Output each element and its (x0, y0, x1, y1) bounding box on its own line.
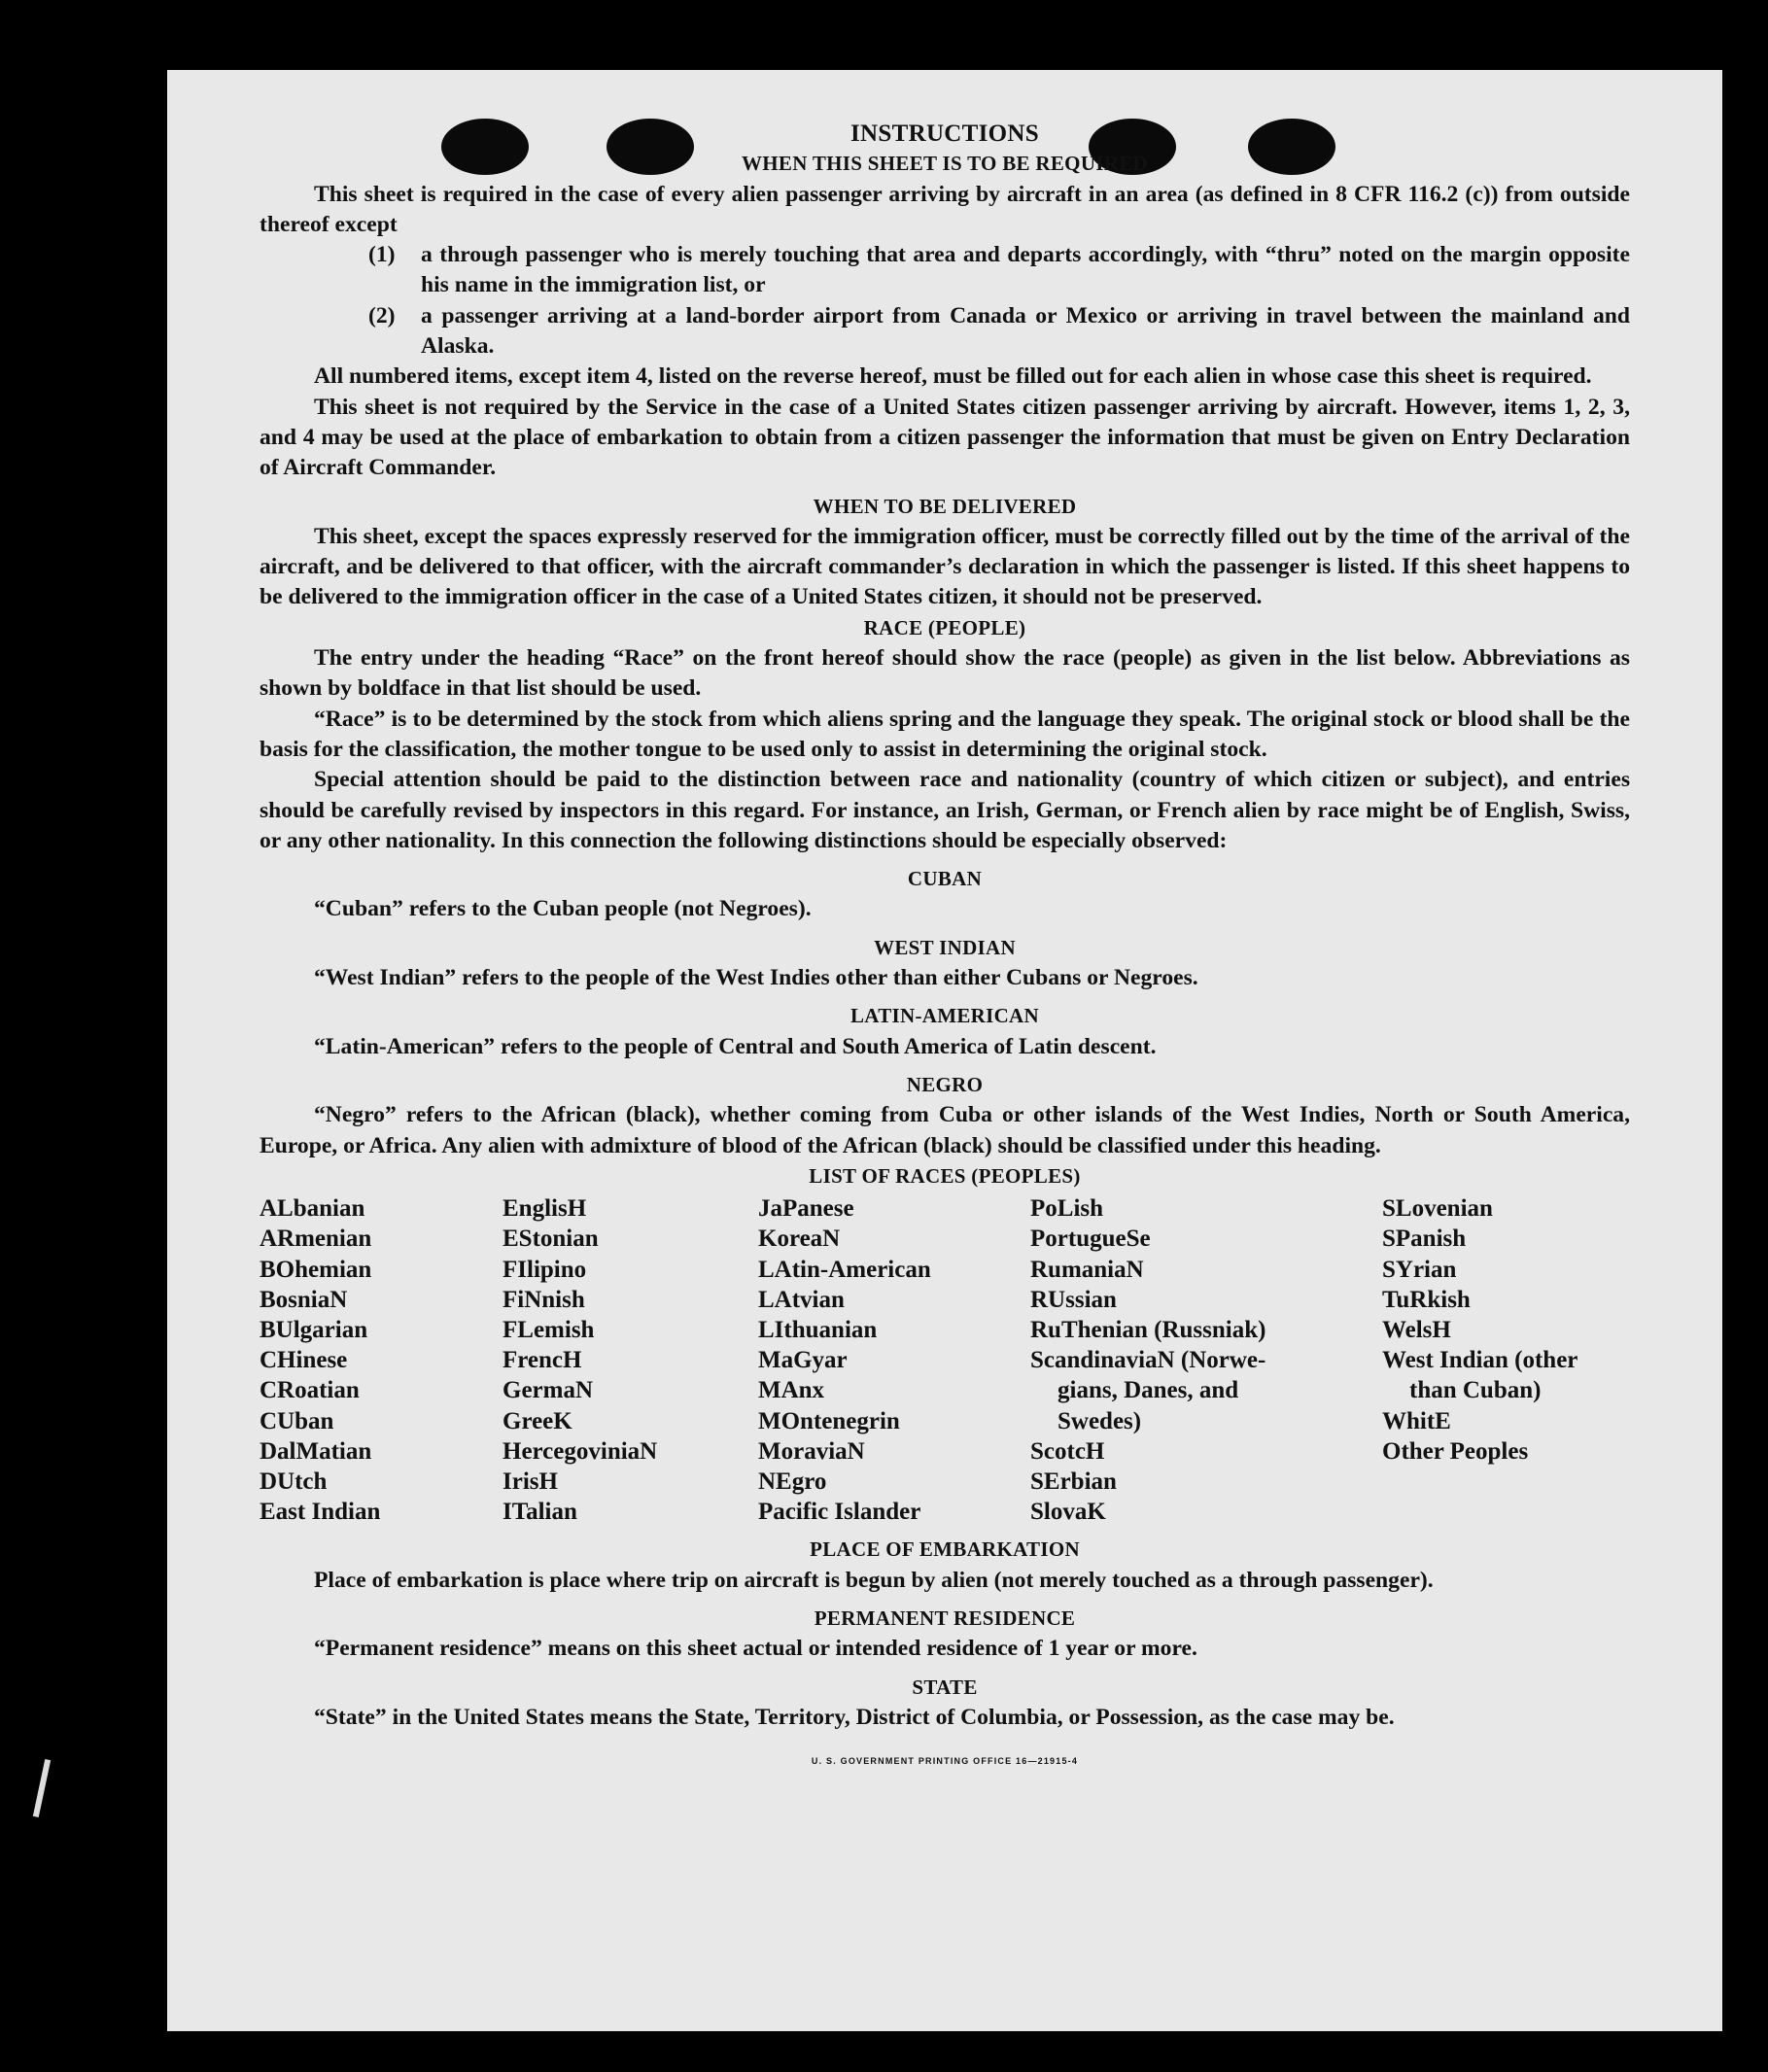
race-entry: WhitE (1382, 1407, 1451, 1434)
race-entry: East Indian (260, 1499, 381, 1526)
race-entry: SLovenian (1382, 1195, 1493, 1223)
race-entry: GermaN (503, 1377, 594, 1404)
race-entry: ScandinaviaN (Norwe- (1030, 1347, 1266, 1374)
race-entry: SErbian (1030, 1468, 1117, 1495)
paragraph: The entry under the heading “Race” on the front hereof should show the race (people) as given in the list below. Abbreviations as shown by boldface in that list should be used. (260, 645, 1630, 702)
race-entry: RumaniaN (1030, 1256, 1144, 1283)
race-entry: NEgro (758, 1468, 827, 1495)
race-entry: CUban (260, 1407, 334, 1434)
section-heading: LATIN-AMERICAN (850, 1004, 1039, 1028)
paragraph: “Race” is to be determined by the stock from which aliens spring and the language they speak. The original stock or blood shall be the basis for the classification, the mother tongue to be used only to assist in determining the original stock. (260, 706, 1630, 762)
race-entry: ITalian (503, 1499, 577, 1526)
race-entry: SYrian (1382, 1256, 1457, 1283)
race-entry: FIlipino (503, 1256, 587, 1283)
race-entry: PoLish (1030, 1195, 1104, 1223)
race-entry: MAnx (758, 1377, 825, 1404)
item-number: (1) (368, 242, 396, 268)
document-sheet (167, 70, 1722, 2031)
section-heading: WEST INDIAN (874, 935, 1016, 959)
section-heading: RACE (PEOPLE) (863, 615, 1026, 639)
race-entry: ALbanian (260, 1195, 365, 1223)
paragraph: “Latin-American” refers to the people of Central and South America of Latin descent. (314, 1033, 1157, 1059)
race-entry: BOhemian (260, 1256, 372, 1283)
section-heading: PERMANENT RESIDENCE (814, 1606, 1076, 1630)
race-entry: CRoatian (260, 1377, 360, 1404)
race-entry: RUssian (1030, 1286, 1117, 1313)
item-number: (2) (368, 302, 396, 328)
race-entry: SlovaK (1030, 1499, 1106, 1526)
document-body (260, 119, 1630, 1777)
race-entry: Pacific Islander (758, 1499, 921, 1526)
paragraph: “Cuban” refers to the Cuban people (not Negroes). (314, 896, 812, 922)
race-entry: TuRkish (1382, 1286, 1471, 1313)
page-title: INSTRUCTIONS (850, 121, 1039, 147)
race-entry: LAtin-American (758, 1256, 931, 1283)
scan-artifact (33, 1759, 51, 1817)
race-entry: DUtch (260, 1468, 328, 1495)
race-entry: Swedes) (1057, 1407, 1142, 1434)
section-heading: LIST OF RACES (PEOPLES) (809, 1163, 1081, 1188)
race-entry: KoreaN (758, 1226, 841, 1253)
race-entry: WelsH (1382, 1316, 1451, 1343)
race-entry: MoraviaN (758, 1437, 865, 1465)
race-entry: PortugueSe (1030, 1226, 1151, 1253)
race-entry: LAtvian (758, 1286, 845, 1313)
section-heading: WHEN TO BE DELIVERED (813, 494, 1077, 518)
paragraph: This sheet is not required by the Service in the case of a United States citizen passenger arriving by aircraft. However, items 1, 2, 3, and 4 may be used at the place of embarkation to obtain from a citizen passenger the information that must be given on Entry Declaration of Aircraft Commander. (260, 394, 1630, 481)
races-column (758, 1193, 1030, 1527)
paragraph: This sheet, except the spaces expressly reserved for the immigration officer, must be correctly filled out by the time of the arrival of the aircraft, and be delivered to that officer, with the aircraft commander’s declaration in which the passenger is listed. If this sheet happens to be delivered to the immigration officer in the case of a United States citizen, it should not be preserved. (260, 523, 1630, 610)
race-entry: CHinese (260, 1347, 348, 1374)
race-entry: JaPanese (758, 1195, 854, 1223)
race-entry: EnglisH (503, 1195, 587, 1223)
race-entry: MOntenegrin (758, 1407, 900, 1434)
race-entry: BUlgarian (260, 1316, 368, 1343)
race-entry: FrencH (503, 1347, 582, 1374)
race-entry: West Indian (other (1382, 1347, 1578, 1374)
paragraph: Special attention should be paid to the distinction between race and nationality (country of which citizen or subject), and entries should be carefully revised by inspectors in this regard. For instance, an Irish, German, or French alien by race might be of English, Swiss, or any other nationality. In this connection the following distinctions should be especially observed: (260, 767, 1630, 853)
races-column (1030, 1193, 1382, 1527)
section-heading: WHEN THIS SHEET IS TO BE REQUIRED (741, 152, 1148, 176)
race-entry: FiNnish (503, 1286, 585, 1313)
item-text: a passenger arriving at a land-border airport from Canada or Mexico or arriving in travel between the mainland and Alaska. (421, 302, 1630, 360)
race-entry: HercegoviniaN (503, 1437, 658, 1465)
race-entry: DalMatian (260, 1437, 372, 1465)
race-entry: than Cuban) (1409, 1377, 1542, 1404)
paragraph: “State” in the United States means the State, Territory, District of Columbia, or Possession, as the case may be. (314, 1704, 1395, 1730)
paragraph: This sheet is required in the case of every alien passenger arriving by aircraft in an area (as defined in 8 CFR 116.2 (c)) from outside thereof except (260, 181, 1630, 237)
race-entry: ARmenian (260, 1226, 372, 1253)
race-entry: Other Peoples (1382, 1437, 1529, 1465)
paragraph: “Negro” refers to the African (black), whether coming from Cuba or other islands of the West Indies, North or South America, Europe, or Africa. Any alien with admixture of blood of the African (black) should be classified under this heading. (260, 1102, 1630, 1158)
race-entry: ScotcH (1030, 1437, 1105, 1465)
item-text: a through passenger who is merely touching that area and departs accordingly, with “thru” noted on the margin opposite his name in the immigration list, or (421, 242, 1630, 298)
race-entry: RuThenian (Russniak) (1030, 1316, 1266, 1343)
paragraph: “Permanent residence” means on this sheet actual or intended residence of 1 year or more. (314, 1636, 1197, 1662)
race-entry: gians, Danes, and (1057, 1377, 1239, 1404)
paragraph: “West Indian” refers to the people of the West Indies other than either Cubans or Negroes. (314, 965, 1198, 991)
race-entry: MaGyar (758, 1347, 848, 1374)
list-item (368, 240, 1630, 301)
race-entry: SPanish (1382, 1226, 1467, 1253)
paragraph: All numbered items, except item 4, listed on the reverse hereof, must be filled out for each alien in whose case this sheet is required. (314, 363, 1592, 390)
race-entry: FLemish (503, 1316, 595, 1343)
section-heading: PLACE OF EMBARKATION (810, 1537, 1080, 1562)
list-item (368, 301, 1630, 363)
race-entry: GreeK (503, 1407, 572, 1434)
race-entry: LIthuanian (758, 1316, 878, 1343)
races-table (260, 1193, 1630, 1527)
section-heading: NEGRO (906, 1072, 984, 1096)
paragraph: Place of embarkation is place where trip on aircraft is begun by alien (not merely touched as a through passenger). (314, 1567, 1434, 1593)
printer-imprint: U. S. GOVERNMENT PRINTING OFFICE 16—21915-4 (811, 1756, 1079, 1767)
race-entry: BosniaN (260, 1286, 348, 1313)
section-heading: STATE (912, 1675, 978, 1699)
race-entry: IrisH (503, 1468, 558, 1495)
races-column (1382, 1193, 1630, 1527)
race-entry: EStonian (503, 1226, 599, 1253)
races-column (503, 1193, 758, 1527)
section-heading: CUBAN (907, 867, 983, 891)
races-column (260, 1193, 503, 1527)
